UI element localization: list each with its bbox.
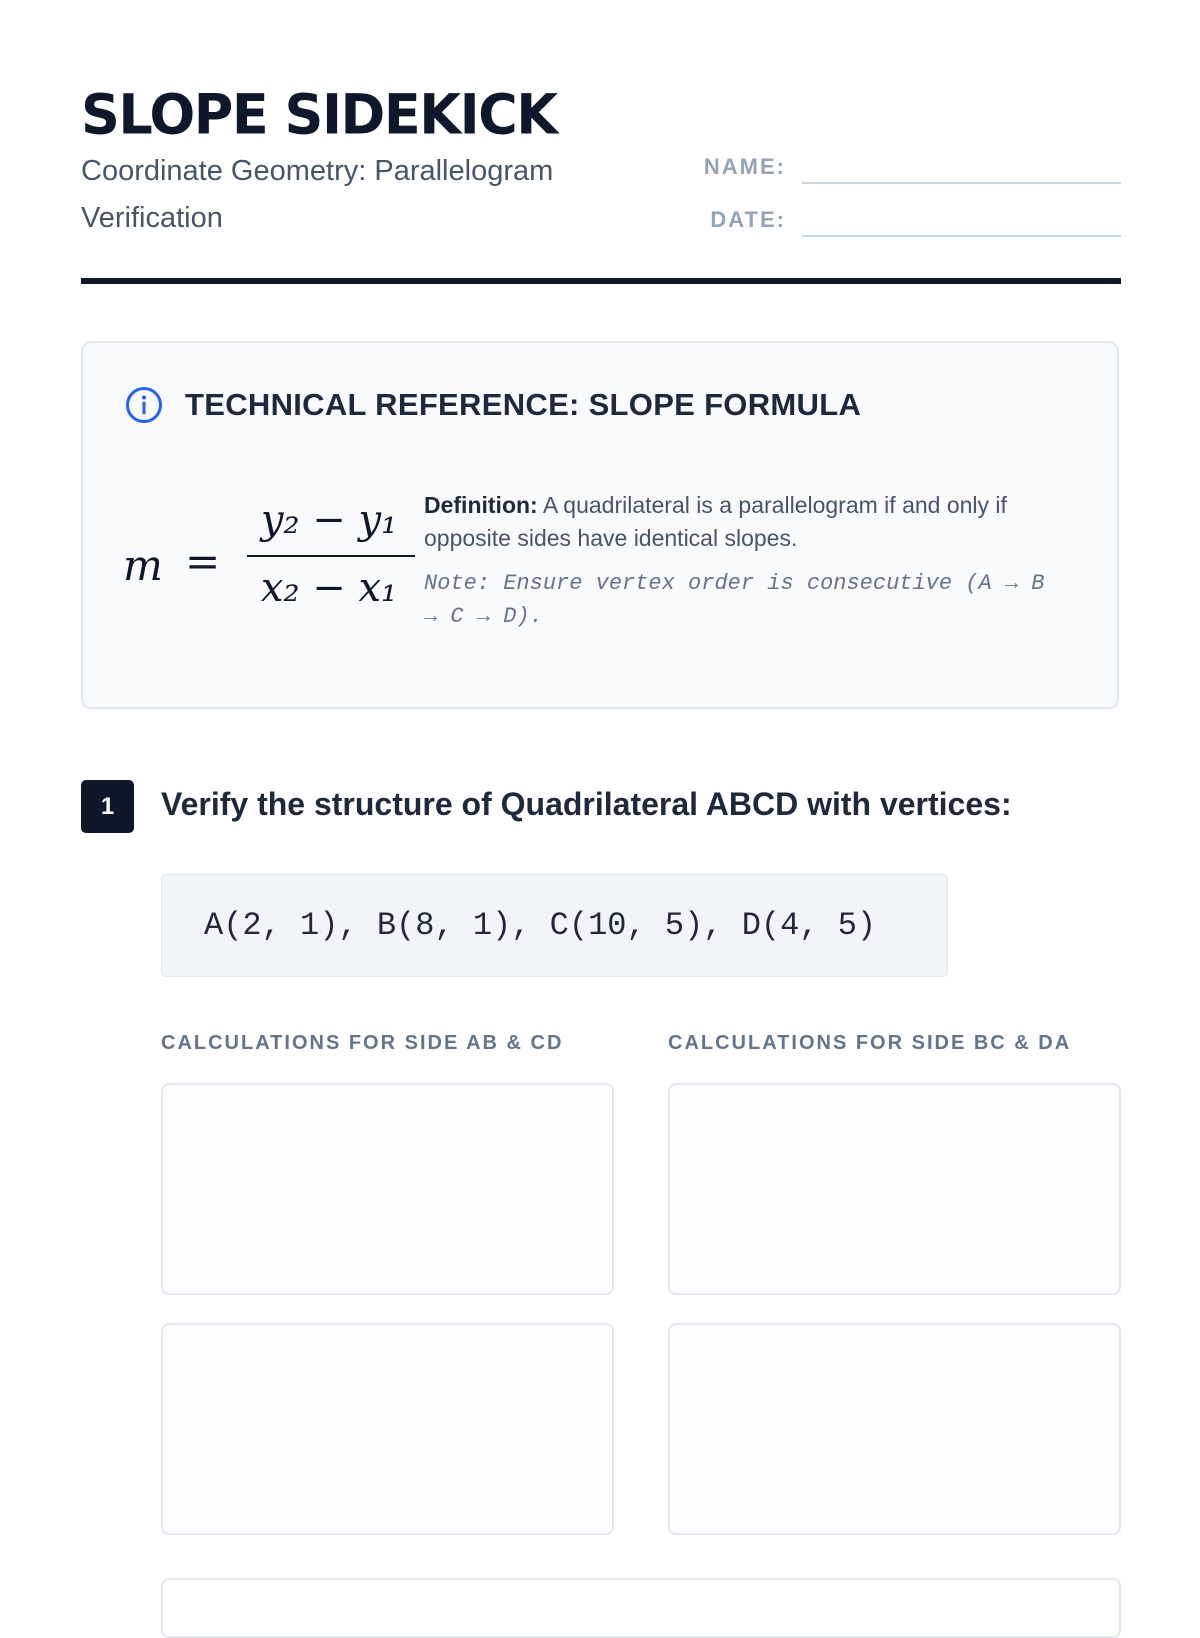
reference-panel xyxy=(81,341,1119,709)
reference-title: TECHNICAL REFERENCE: SLOPE FORMULA xyxy=(185,387,862,422)
date-label: DATE: xyxy=(710,207,786,232)
conclusion-box[interactable] xyxy=(161,1578,1121,1638)
da-work-box[interactable] xyxy=(668,1323,1121,1535)
formula-lhs: m xyxy=(123,541,163,590)
vertex-order-note: Note: Ensure vertex order is consecutive (A → B → C → D). xyxy=(424,571,1045,629)
worksheet-title: SLOPE SIDEKICK xyxy=(81,82,557,147)
formula-denominator: x₂ − x₁ xyxy=(260,565,398,611)
reference-header xyxy=(125,385,861,425)
definition-text: A quadrilateral is a parallelogram if and only if opposite sides have identical slopes. xyxy=(424,492,1007,551)
cd-work-box[interactable] xyxy=(161,1323,614,1535)
ab-work-box[interactable] xyxy=(161,1083,614,1295)
slope-formula xyxy=(123,493,423,623)
name-field-row xyxy=(681,146,1121,199)
date-field-row xyxy=(681,199,1121,252)
worksheet-header xyxy=(81,78,1121,288)
fraction-bar xyxy=(247,555,415,557)
worksheet-subtitle: Coordinate Geometry: Parallelogram Verification xyxy=(81,155,554,234)
reference-text xyxy=(424,489,1069,633)
question-text: Verify the structure of Quadrilateral ABCD with vertices: xyxy=(161,786,1012,822)
formula-fraction xyxy=(243,493,415,623)
left-column-label: CALCULATIONS FOR SIDE AB & CD xyxy=(161,1032,564,1054)
name-field[interactable] xyxy=(802,182,1121,184)
formula-equals: = xyxy=(185,537,221,586)
header-divider xyxy=(81,278,1121,284)
date-field[interactable] xyxy=(802,235,1121,237)
student-fields xyxy=(681,146,1121,252)
bc-work-box[interactable] xyxy=(668,1083,1121,1295)
formula-numerator: y₂ − y₁ xyxy=(260,497,398,543)
info-icon xyxy=(125,386,163,424)
question-number-badge: 1 xyxy=(81,780,134,833)
name-label: NAME: xyxy=(703,154,786,179)
definition-label: Definition: xyxy=(424,492,538,518)
definition xyxy=(424,489,1069,555)
right-column-label: CALCULATIONS FOR SIDE BC & DA xyxy=(668,1032,1072,1054)
vertices-box: A(2, 1), B(8, 1), C(10, 5), D(4, 5) xyxy=(161,874,948,977)
